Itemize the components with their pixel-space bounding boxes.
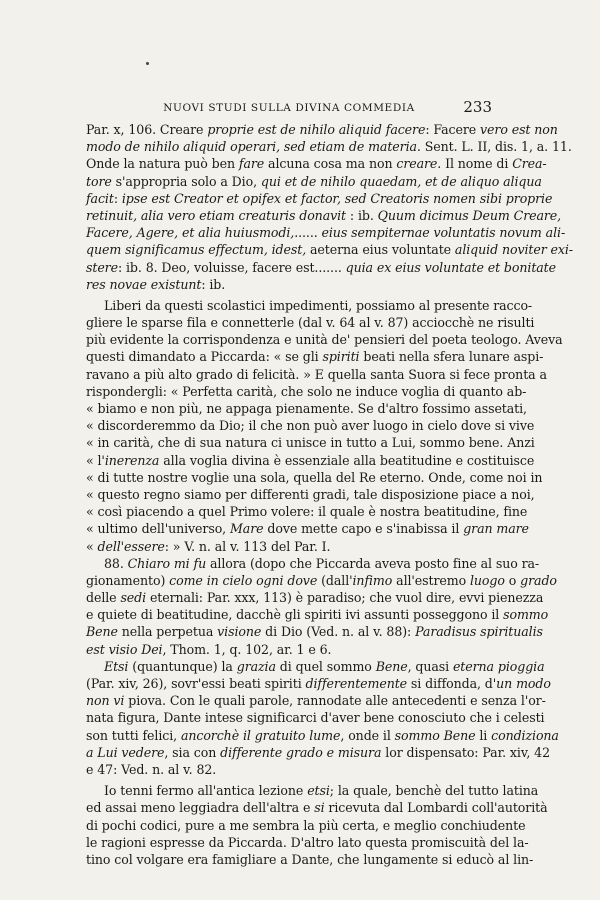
text-line: questi dimandato a Piccarda: « se gli spiriti beati nella sfera lunare aspi- (86, 349, 544, 365)
body-text (86, 121, 573, 868)
text-line: « questo regno siamo per differenti gradi, tale disposizione piace a noi, (86, 486, 535, 502)
text-line: non vi piova. Con le quali parole, rannodate alle antecedenti e senza l'or- (86, 693, 546, 709)
text-line: facit: ipse est Creator et opifex et factor, sed Creatoris nomen sibi proprie (86, 190, 553, 206)
paragraph-io-tenni (86, 782, 548, 868)
ink-speck (146, 62, 149, 65)
text-line: quem significamus effectum, idest, aeterna eius voluntate aliquid noviter exi- (86, 242, 573, 258)
text-line: son tutti felici, ancorchè il gratuito lume, onde il sommo Bene li condiziona (86, 727, 559, 743)
text-line: gliere le sparse fila e connetterle (dal v. 64 al v. 87) acciocchè ne risulti (86, 315, 535, 331)
page-header (86, 98, 492, 118)
text-line: « dell'essere: » V. n. al v. 113 del Par. I. (86, 538, 331, 554)
text-line: nata figura, Dante intese significarci d'aver bene conosciuto che i celesti (86, 710, 545, 726)
text-line: « discorderemmo da Dio; il che non può aver luogo in cielo dove si vive (86, 418, 535, 434)
text-line: a Lui vedere, sia con differente grado e misura lor dispensato: Par. xiv, 42 (86, 744, 550, 760)
text-line: più evidente la corrispondenza e unità de' pensieri del poeta teologo. Aveva (86, 332, 563, 348)
text-line: res novae existunt: ib. (86, 276, 226, 292)
text-line: 88. Chiaro mi fu allora (dopo che Piccarda aveva posto fine al suo ra- (104, 555, 540, 571)
paragraph-liberi (86, 297, 563, 555)
text-line: Etsi (quantunque) la grazia di quel sommo Bene, quasi eterna pioggia (104, 658, 545, 674)
text-line: ed assai meno leggiadra dell'altra e si ricevuta dal Lombardi coll'autorità (86, 800, 548, 816)
text-line: retinuit, alia vero etiam creaturis donavit : ib. Quum dicimus Deum Creare, (86, 207, 562, 223)
text-line: « in carità, che di sua natura ci unisce in tutto a Lui, sommo bene. Anzi (86, 435, 535, 451)
text-line: di pochi codici, pure a me sembra la più certa, e meglio conchiudente (86, 817, 526, 833)
text-line: « di tutte nostre voglie una sola, quella del Re eterno. Onde, come noi in (86, 469, 543, 485)
text-line: delle sedi eternali: Par. xxx, 113) è paradiso; che vuol dire, evvi pienezza (86, 590, 544, 606)
paragraph-etsi (86, 658, 559, 778)
text-line: Onde la natura può ben fare alcuna cosa ma non creare. Il nome di Crea- (86, 156, 547, 172)
running-title: NUOVI STUDI SULLA DIVINA COMMEDIA (163, 102, 415, 114)
text-line: Bene nella perpetua visione di Dio (Ved. n. al v. 88): Paradisus spiritualis (86, 624, 543, 640)
text-line: gionamento) come in cielo ogni dove (dall'infimo all'estremo luogo o grado (86, 572, 557, 588)
text-line: Par. x, 106. Creare proprie est de nihilo aliquid facere: Facere vero est non (86, 122, 558, 137)
text-line: le ragioni espresse da Piccarda. D'altro lato questa promiscuità del la- (86, 834, 529, 850)
paragraph-88 (86, 555, 557, 658)
text-line: tore s'appropria solo a Dio, qui et de nihilo quaedam, et de aliquo aliqua (86, 173, 542, 189)
text-line: est visio Dei, Thom. 1, q. 102, ar. 1 e 6. (86, 641, 332, 657)
text-line: rispondergli: « Perfetta carità, che solo ne induce voglia di quanto ab- (86, 383, 527, 399)
text-line: « ultimo dell'universo, Mare dove mette capo e s'inabissa il gran mare (86, 521, 529, 537)
text-line: tino col volgare era famigliare a Dante, che lungamente si educò al lin- (86, 851, 534, 867)
text-line: Io tenni fermo all'antica lezione etsi; la quale, benchè del tutto latina (104, 783, 539, 799)
text-line: stere: ib. 8. Deo, voluisse, facere est....... quia ex eius voluntate et bonitate (86, 259, 556, 275)
text-line: modo de nihilo aliquid operari, sed etiam de materia. Sent. L. II, dis. 1, a. 11. (86, 139, 572, 155)
text-line: « biamo e non più, ne appaga pienamente. Se d'altro fossimo assetati, (86, 401, 527, 416)
text-line: (Par. xiv, 26), sovr'essi beati spiriti differentemente si diffonda, d'un modo (86, 676, 551, 691)
text-line: « così piacendo a quel Primo volere: il quale è nostra beatitudine, fine (86, 504, 528, 520)
text-line: ravano a più alto grado di felicità. » E quella santa Suora si fece pronta a (86, 366, 547, 382)
text-line: « l'inerenza alla voglia divina è essenziale alla beatitudine e costituisce (86, 452, 535, 468)
text-line: Liberi da questi scolastici impedimenti, possiamo al presente racco- (104, 297, 533, 313)
text-line: e 47: Ved. n. al v. 82. (86, 761, 217, 777)
text-line: Facere, Agere, et alia huiusmodi,...... eius sempiternae voluntatis novum ali- (86, 225, 566, 241)
paragraph-footnote-creare (86, 121, 573, 293)
page-number: 233 (463, 98, 492, 116)
text-line: e quiete di beatitudine, dacchè gli spiriti ivi assunti posseggono il sommo (86, 607, 549, 623)
